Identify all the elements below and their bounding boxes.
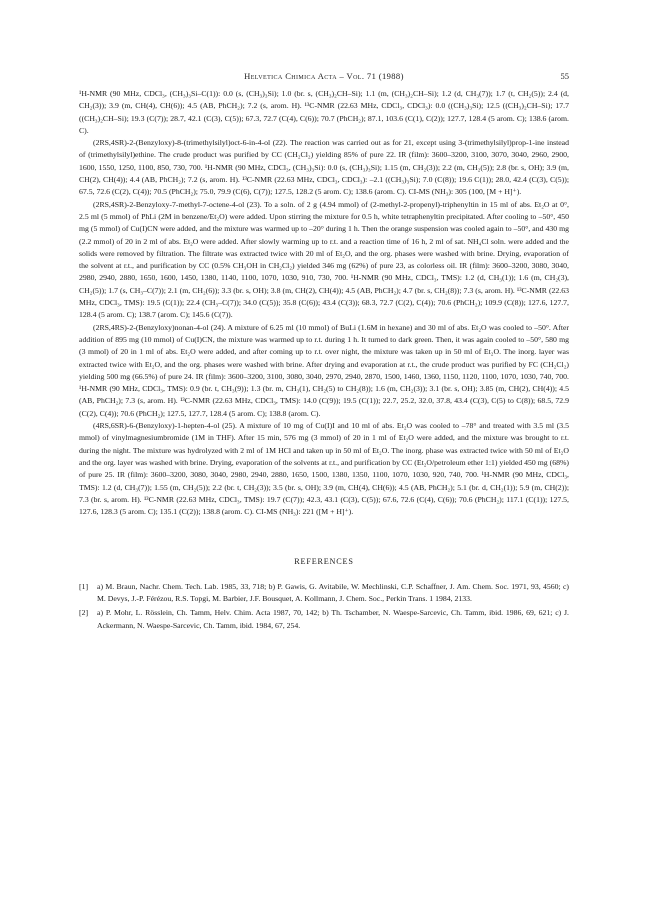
page-number: 55	[560, 71, 569, 81]
reference-item	[79, 581, 569, 606]
procedure-paragraph-23: (2RS,4SR)-2-Benzyloxy-7-methyl-7-octene-4-ol (23). To a soln. of 2 g (4.94 mmol) of (2-methyl-2-propenyl)-triphenyltin in 15 ml of abs. Et₂O at 0°, 2.5 ml (5 mmol) of PhLi (2M in benzene/Et₂O) were added. Upon stirring the mixture for 0.5 h, white tetraphenyltin precipitated. After cooling to –50°, 450 mg (5 mmol) of Cu(I)CN were added, and the mixture was warmed up to –20° during 1 h. Then the orange suspension was cooled again to –50°, and 430 mg (2.2 mmol) of 20 in 2 ml of abs. Et₂O were added. After slowly warming up to r.t. and a reaction time of 16 h, 2 ml of sat. NH₄Cl soln. were added and the solids were removed by filtration. The filtrate was extracted twice with 20 ml of Et₂O, and the org. phases were washed with brine. Drying, evaporation of the solvent at r.t., and purification by CC (0.5% CH₃OH in CH₂Cl₂) yielded 346 mg (62%) of pure 23, as colorless oil. IR (film): 3600–3200, 3080, 3040, 2980, 2940, 2880, 1650, 1600, 1450, 1380, 1140, 1100, 1070, 1030, 910, 730, 700. ¹H-NMR (90 MHz, CDCl₃, TMS): 1.2 (d, CH₃(1)); 1.6 (m, CH₂(3), CH₂(5)); 1.7 (s, CH₃–C(7)); 2.1 (m, CH₂(6)); 3.3 (br. s, OH); 3.8 (m, CH(2), CH(4)); 4.5 (AB, PhCH₂); 4.7 (br. s, CH₂(8)); 7.3 (s, arom. H). ¹³C-NMR (22.63 MHz, CDCl₃, TMS): 19.5 (C(1)); 22.4 (CH₃–C(7)); 34.0 (C(5)); 35.8 (C(6)); 43.4 (C(3)); 68.3, 72.7 (C(2), C(4)); 70.6 (PhCH₂); 109.9 (C(8)); 127.6, 127.7, 128.4 (5 arom. C); 138.7 (arom. C); 145.6 (C(7)).	[79, 199, 569, 320]
nmr-data-paragraph: ¹H-NMR (90 MHz, CDCl₃, (CH₃)₃Si–C(1)): 0.0 (s, (CH₃)₃Si); 1.0 (br. s, (CH₃)₂CH–Si); 1.1 (m, (CH₃)₂CH–Si); 1.2 (d, CH₃(7)); 1.7 (t, CH₂(5)); 2.4 (d, CH₂(3)); 3.9 (m, CH(4), CH(6)); 4.5 (AB, PhCH₂); 7.2 (s, arom. H). ¹³C-NMR (22.63 MHz, CDCl₃, CDCl₃): 0.0 ((CH₃)₃Si); 12.5 ((CH₃)₂CH–Si); 17.7 ((CH₃)₂CH–Si); 19.3 (C(7)); 28.7, 42.1 (C(3), C(5)); 67.3, 72.7 (C(4), C(6)); 70.7 (PhCH₂); 87.1, 103.6 (C(1), C(2)); 127.7, 128.4 (5 arom. C); 138.6 (arom. C).	[79, 89, 569, 135]
page-header	[79, 70, 569, 84]
running-title: Helvetica Chimica Acta – Vol. 71 (1988)	[244, 71, 404, 81]
procedure-paragraph-24: (2RS,4RS)-2-(Benzyloxy)nonan-4-ol (24). A mixture of 6.25 ml (10 mmol) of BuLi (1.6M in hexane) and 30 ml of abs. Et₂O was cooled to –50°. After addition of 895 mg (10 mmol) of Cu(I)CN, the mixture was warmed up to r.t. during 1 h. It turned to dark green. Then, it was again cooled to –50°, 580 mg (3 mmol) of 20 in 1 ml of abs. Et₂O were added, and after coming up to r.t. over night, the mixture was taken up in 50 ml of Et₂O. The inorg. layer was extracted twice with Et₂O, and the org. phases were washed with brine. After drying and evaporation at r.t., the crude product was purified by FC (CH₂Cl₂) yielding 500 mg (66.5%) of pure 24. IR (film): 3600–3200, 3100, 3080, 3040, 2970, 2940, 2870, 1500, 1460, 1360, 1150, 1120, 1100, 1070, 1030, 740, 700. ¹H-NMR (90 MHz, CDCl₃, TMS): 0.9 (br. t, CH₃(9)); 1.3 (br. m, CH₃(1), CH₂(5) to CH₂(8)); 1.6 (m, CH₂(3)); 3.1 (br. s, OH); 3.85 (m, CH(2), CH(4)); 4.5 (AB, PhCH₂); 7.3 (s, arom. H). ¹³C-NMR (22.63 MHz, CDCl₃, TMS): 14.0 (C(9)); 19.5 (C(1)); 22.7, 25.2, 32.0, 37.8, 43.4 (C(3), C(5) to C(8)); 68.5, 72.9 (C(2), C(4)); 70.6 (PhCH₂); 127.5, 127.7, 128.4 (5 arom. C); 138.8 (arom. C).	[79, 322, 569, 418]
reference-item	[79, 607, 569, 632]
references-heading: REFERENCES	[294, 557, 354, 567]
procedure-paragraph-25: (4RS,6SR)-6-(Benzyloxy)-1-hepten-4-ol (25). A mixture of 10 mg of Cu(I)I and 10 ml of abs. Et₂O was cooled to –78° and treated with 3.5 ml (3.5 mmol) of vinylmagnesiumbromide (1M in THF). After 15 min, 576 mg (3 mmol) of 20 in 1 ml of Et₂O were added, and the mixture was brought to r.t. during the night. The mixture was hydrolyzed with 2 ml of 1M HCl and taken up in 50 ml of Et₂O. The inorg. phase was extracted twice with 50 ml of Et₂O and the org. layer was washed with brine. Drying, evaporation of the solvents at r.t., and purification by CC (Et₂O/petroleum ether 1:1) yielded 450 mg (68%) of pure 25. IR (film): 3600–3200, 3080, 3040, 2980, 2940, 2880, 1650, 1500, 1380, 1350, 1100, 1070, 1030, 920, 740, 700. ¹H-NMR (90 MHz, CDCl₃, TMS): 1.2 (d, CH₃(7)); 1.55 (m, CH₂(5)); 2.2 (br. t, CH₂(3)); 3.5 (br. s, OH); 3.9 (m, CH(4), CH(6)); 4.5 (AB, PhCH₂); 5.1 (br. d, CH₂(1)); 5.9 (m, CH(2)); 7.3 (br. s, arom. H). ¹³C-NMR (22.63 MHz, CDCl₃, TMS): 19.7 (C(7)); 42.3, 43.1 (C(3), C(5)); 67.6, 72.6 (C(4), C(6)); 70.6 (PhCH₂); 117.1 (C(1)); 127.5, 127.6, 128.3 (5 arom. C); 135.1 (C(2)); 138.8 (arom. C). CI-MS (NH₃): 221 ([M + H]⁺).	[79, 421, 569, 517]
reference-number: [2]	[79, 608, 89, 618]
reference-number: [1]	[79, 581, 89, 591]
reference-text: a) P. Mohr, L. Rösslein, Ch. Tamm, Helv. Chim. Acta 1987, 70, 142; b) Th. Tschamber, N. Waespe-Sarcevic, Ch. Tamm, ibid. 1986, 69, 621; c) J. Ackermann, N. Waespe-Sarcevic, Ch. Tamm, ibid. 1984, 67, 254.	[97, 608, 569, 630]
reference-text: a) M. Braun, Nachr. Chem. Tech. Lab. 1985, 33, 718; b) P. Gawis, G. Avitabile, W. Mechlinski, C.P. Schaffner, J. Am. Chem. Soc. 1971, 93, 4560; c) M. Devys, J.-P. Férézou, R.S. Topgi, M. Barbier, J.F. Bousquet, A. Kollmann, J. Chem. Soc., Perkin Trans. 1 1984, 2133.	[97, 581, 569, 603]
journal-page	[79, 70, 569, 634]
procedure-paragraph-22: (2RS,4SR)-2-(Benzyloxy)-8-(trimethylsilyl)oct-6-in-4-ol (22). The reaction was carried out as for 21, except using 3-(trimethylsilyl)prop-1-ine instead of (trimethylsilyl)ethine. The crude product was purified by CC (CH₂Cl₂) yielding 85% of pure 22. IR (film): 3600–3200, 3100, 3070, 3040, 2960, 2900, 1600, 1550, 1250, 1100, 850, 730, 700. ¹H-NMR (90 MHz, CDCl₃, (CH₃)₃Si): 0.0 (s, (CH₃)₃Si); 1.15 (m, CH₂(3)); 2.2 (m, CH₂(5)); 2.8 (br. s, OH); 3.9 (m, CH(2), CH(4)); 4.4 (AB, PhCH₂); 7.2 (s, arom. H). ¹³C-NMR (22.63 MHz, CDCl₃, CDCl₃): –2.1 ((CH₃)₃Si); 7.0 (C(8)); 19.6 C(1)); 28.0, 42.4 (C(3), C(5)); 67.5, 72.6 (C(2), C(4)); 70.5 (PhCH₂); 75.0, 79.9 (C(6), C(7)); 127.5, 128.2 (5 arom. C); 138.6 (arom. C). CI-MS (NH₃): 305 (100, [M + H]⁺).	[79, 138, 569, 197]
